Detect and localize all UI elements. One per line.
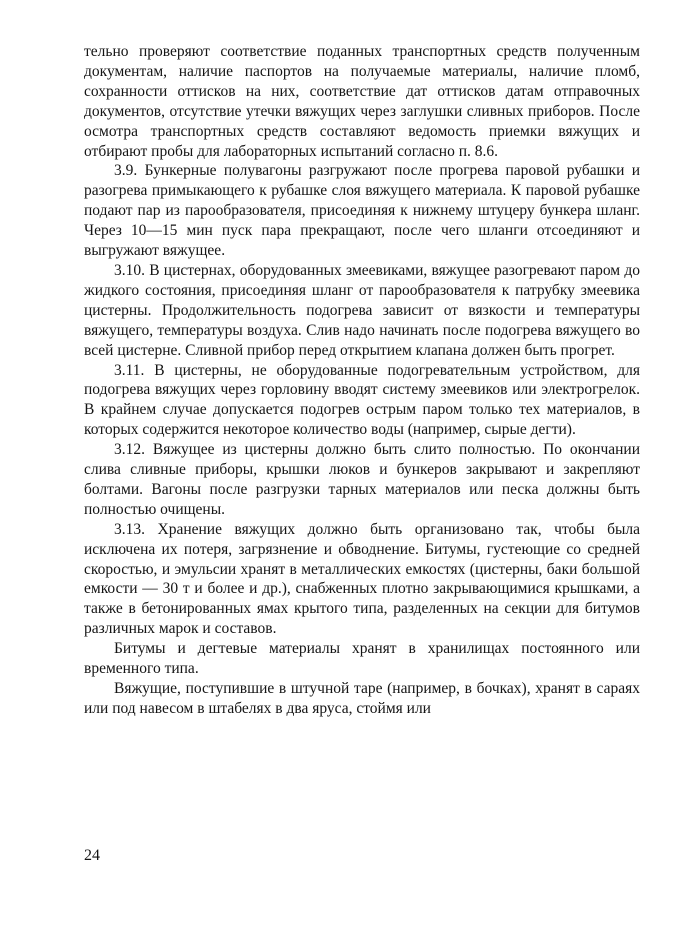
body-text-column [84,42,640,719]
paragraph-3-13: 3.13. Хранение вяжущих должно быть организовано так, чтобы была исключена их потеря, загрязнение и обводнение. Битумы, густеющие со средней скоростью, и эмульсии хранят в металлических емкостях (цистерны, баки большой емкости — 30 т и более и др.), снабженных плотно закрывающимися крышками, а также в бетонированных ямах крытого типа, разделенных на секции для битумов различных марок и составов. [84,520,640,638]
paragraph-3-12: 3.12. Вяжущее из цистерны должно быть слито полностью. По окончании слива сливные приборы, крышки люков и бункеров закрывают и закрепляют болтами. Вагоны после разгрузки тарных материалов или песка должны быть полностью очищены. [84,441,640,518]
paragraph-3-9: 3.9. Бункерные полувагоны разгружают после прогрева паровой рубашки и разогрева примыкающего к рубашке слоя вяжущего материала. К паровой рубашке подают пар из парообразователя, присоединяя к нижнему штуцеру бункера шланг. Через 10—15 мин пуск пара прекращают, после чего шланги отсоединяют и выгружают вяжущее. [84,162,640,260]
paragraph-packaged-binders: Вяжущие, поступившие в штучной таре (например, в бочках), хранят в сараях или под навесом в штабелях в два яруса, стоймя или [84,680,640,717]
paragraph-storage-types: Битумы и дегтевые материалы хранят в хранилищах постоянного или временного типа. [84,640,640,678]
paragraph-continuation: тельно проверяют соответствие поданных транспортных средств полученным документам, наличие паспортов на получаемые материалы, наличие пломб, сохранности оттисков на них, соответствие дат оттисков датам отправочных документов, отсутствие утечки вяжущих через заглушки сливных приборов. После осмотра транспортных средств составляют ведомость приемки вяжущих и отбирают пробы для лабораторных испытаний согласно п. 8.6. [84,43,640,160]
page-number: 24 [84,847,100,864]
paragraph-3-11: 3.11. В цистерны, не оборудованные подогревательным устройством, для подогрева вяжущих через горловину вводят систему змеевиков или электрогрелок. В крайнем случае допускается подогрев острым паром только тех материалов, в которых содержится некоторое количество воды (например, сырые дегти). [84,361,640,439]
paragraph-3-10: 3.10. В цистернах, оборудованных змеевиками, вяжущее разогревают паром до жидкого состояния, присоединяя шланг от парообразователя к патрубку змеевика цистерны. Продолжительность подогрева зависит от вязкости и температуры вяжущего, температуры воздуха. Слив надо начинать после подогрева вяжущего во всей цистерне. Сливной прибор перед открытием клапана должен быть прогрет. [84,261,640,359]
